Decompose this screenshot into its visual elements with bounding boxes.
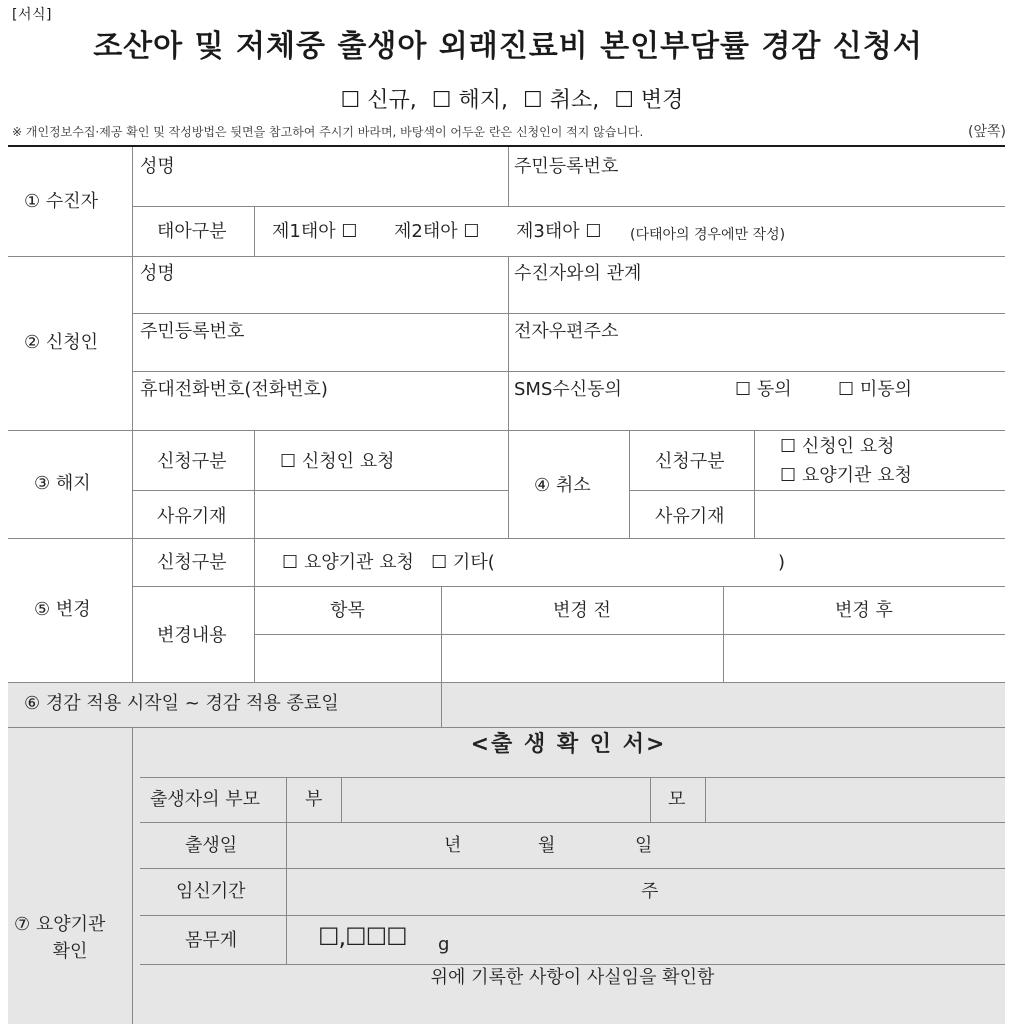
cancel-applicant-checkbox[interactable]: ☐ 신청인 요청 [780,436,895,457]
weight-unit: g [438,934,450,955]
terminate-applicant-checkbox[interactable]: ☐ 신청인 요청 [280,451,395,472]
divider [140,822,1005,823]
divider [140,964,1005,965]
cancel-reason-label: 사유기재 [655,506,725,527]
divider [132,371,1005,372]
email-label: 전자우편주소 [514,321,619,342]
divider [441,682,442,727]
parents-label: 출생자의 부모 [150,789,261,810]
divider [629,430,630,538]
confirmation-statement: 위에 기록한 사항이 사실임을 확인함 [430,967,715,988]
kind-cancel-checkbox[interactable]: ☐ 취소, [522,88,600,113]
mother-label: 모 [668,789,686,810]
cancel-type-label: 신청구분 [655,451,725,472]
section7-label-shade [8,727,132,1024]
phone-label: 휴대전화번호(전화번호) [140,379,328,400]
section7-title-line2: 확인 [52,941,88,962]
weight-label: 몸무게 [185,930,238,951]
divider [8,727,1005,728]
kind-change-checkbox[interactable]: ☐ 변경 [614,88,684,113]
section4-title: ④ 취소 [534,475,591,496]
birth-month-label: 월 [538,835,556,856]
divider [754,430,755,538]
cancel-institution-checkbox[interactable]: ☐ 요양기관 요청 [780,465,912,486]
divider [254,634,1005,635]
divider [508,147,509,206]
fetus-label: 태아구분 [157,221,227,242]
divider [8,430,1005,431]
gestation-label: 임신기간 [176,881,246,902]
father-label: 부 [305,789,323,810]
relation-label: 수진자와의 관계 [514,263,642,284]
divider [132,727,133,1024]
kind-new-checkbox[interactable]: ☐ 신규, [340,88,417,113]
divider [140,868,1005,869]
section5-title: ⑤ 변경 [34,599,91,620]
patient-name-label: 성명 [140,156,175,177]
section7-title-line1: ⑦ 요양기관 [14,914,106,935]
divider [286,777,287,964]
divider [8,538,1005,539]
fetus2-checkbox[interactable]: 제2태아 ☐ [394,221,480,242]
fetus-note: (다태아의 경우에만 작성) [630,227,786,243]
divider [132,313,1005,314]
divider [140,915,1005,916]
divider [132,147,133,682]
divider [508,256,509,430]
divider [341,777,342,822]
sms-agree-checkbox[interactable]: ☐ 동의 [735,379,792,400]
divider [132,490,508,491]
gestation-week-label: 주 [641,881,659,902]
page-side-label: (앞쪽) [968,124,1006,140]
fetus3-checkbox[interactable]: 제3태아 ☐ [516,221,602,242]
divider [140,777,1005,778]
top-rule [8,145,1005,147]
weight-input-boxes[interactable]: ☐,☐☐☐ [318,923,407,951]
terminate-reason-label: 사유기재 [157,506,227,527]
change-col-item: 항목 [330,600,365,621]
change-other-close: ) [778,552,786,573]
divider [705,777,706,822]
section1-title: ① 수진자 [24,191,99,212]
section2-title: ② 신청인 [24,332,99,353]
birth-year-label: 년 [444,835,462,856]
divider [132,586,1005,587]
divider [629,490,1005,491]
sms-disagree-checkbox[interactable]: ☐ 미동의 [838,379,913,400]
change-content-label: 변경내용 [157,625,227,646]
divider [132,206,1005,207]
birth-certificate-title: <출 생 확 인 서> [470,732,667,757]
divider [8,682,1005,683]
change-col-before: 변경 전 [553,600,611,621]
fetus1-checkbox[interactable]: 제1태아 ☐ [272,221,358,242]
applicant-name-label: 성명 [140,263,175,284]
form-title: 조산아 및 저체중 출생아 외래진료비 본인부담률 경감 신청서 [93,29,923,64]
divider [8,256,1005,257]
change-type-label: 신청구분 [157,552,227,573]
divider [508,430,509,538]
section3-title: ③ 해지 [34,473,91,494]
birthdate-label: 출생일 [185,835,238,856]
sms-consent-label: SMS수신동의 [514,379,622,400]
divider [254,430,255,538]
instruction-notice: ※ 개인정보수집·제공 확인 및 작성방법은 뒷면을 참고하여 주시기 바라며, 바탕색이 어두운 란은 신청인이 적지 않습니다. [12,125,644,139]
form-tag: [서식] [12,7,52,23]
kind-terminate-checkbox[interactable]: ☐ 해지, [431,88,508,113]
divider [254,206,255,256]
patient-rrn-label: 주민등록번호 [514,156,619,177]
divider [650,777,651,822]
birth-day-label: 일 [635,835,653,856]
application-kind-checkboxes[interactable] [0,86,1024,116]
section6-title: ⑥ 경감 적용 시작일 ~ 경감 적용 종료일 [24,693,339,714]
applicant-rrn-label: 주민등록번호 [140,321,245,342]
terminate-type-label: 신청구분 [157,451,227,472]
change-col-after: 변경 후 [835,600,893,621]
change-type-checkboxes[interactable]: ☐ 요양기관 요청 ☐ 기타( [282,552,495,573]
